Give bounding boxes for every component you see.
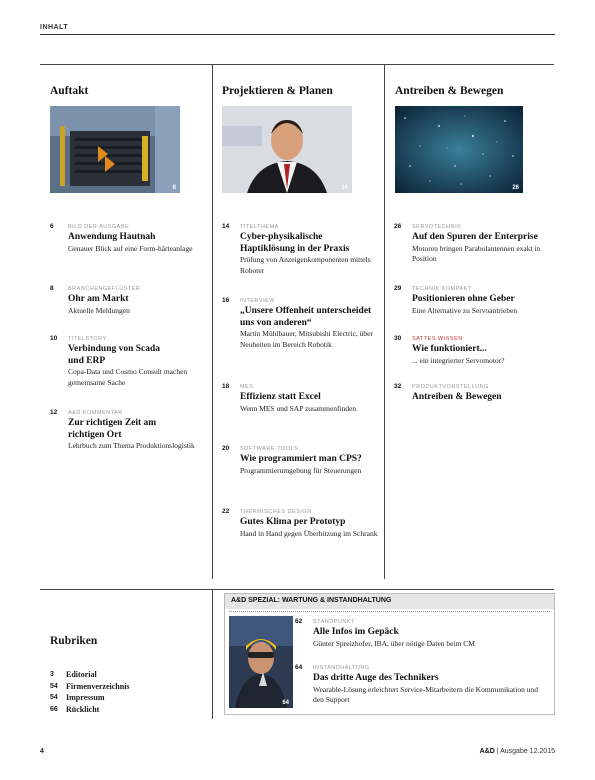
- toc-headline: Wie programmiert man CPS?: [240, 454, 362, 464]
- toc-headline: Verbindung von Scada und ERP: [68, 344, 161, 366]
- rubriken-label: Editorial: [66, 670, 97, 679]
- toc-description: Aktuelle Meldungen: [68, 305, 130, 315]
- column-divider-1: [212, 64, 213, 579]
- rubriken-label: Rücklicht: [66, 704, 100, 714]
- rubriken-item[interactable]: [50, 693, 130, 705]
- toc-page-number: 6: [50, 223, 54, 230]
- rubriken-page-number: 54: [50, 682, 58, 690]
- toc-entry[interactable]: [295, 618, 548, 649]
- toc-description: Prüfung von Anzeigenkomponenten mittels Roboter: [240, 255, 371, 275]
- content-top-rule: [40, 64, 554, 65]
- toc-page-number: 14: [222, 223, 230, 230]
- toc-entry[interactable]: [50, 335, 206, 388]
- toc-description: Lehrbuch zum Thema Produktionslogistik: [68, 441, 195, 450]
- toc-description: Programmierumgebung für Steuerungen: [240, 465, 362, 475]
- toc-category: TECHNIK KOMPAKT: [412, 286, 472, 292]
- portrait-illustration: [222, 106, 352, 193]
- toc-category: A&D KOMMENTAR: [68, 410, 123, 416]
- toc-entry[interactable]: [394, 223, 550, 265]
- column-title-auftakt: Auftakt: [50, 85, 89, 97]
- top-rule: [40, 34, 555, 35]
- starfield-photo[interactable]: [395, 106, 523, 193]
- toc-entry[interactable]: [394, 383, 550, 404]
- rubriken-item[interactable]: [50, 705, 130, 717]
- rubriken-label: Firmenverzeichnis: [66, 681, 130, 691]
- toc-category: INTERVIEW: [240, 298, 275, 304]
- toc-category: INSTANDHALTUNG: [313, 665, 370, 671]
- rubriken-page-number: 3: [50, 671, 54, 678]
- machine-photo[interactable]: [50, 106, 180, 193]
- toc-description: Hand in Hand gegen Überhitzung im Schrank: [240, 528, 378, 538]
- toc-entry[interactable]: [50, 223, 206, 254]
- toc-category: SATTES WISSEN: [412, 336, 463, 342]
- toc-page-number: 29: [394, 285, 402, 292]
- footer-issue-text: | Ausgabe 12.2015: [494, 748, 555, 755]
- toc-headline: Effizienz statt Excel: [240, 392, 321, 402]
- toc-headline: Anwendung Hautnah: [68, 232, 156, 242]
- toc-entry[interactable]: [222, 297, 378, 350]
- technician-illustration: [229, 616, 293, 708]
- toc-entry[interactable]: [50, 409, 206, 452]
- bottom-divider: [212, 589, 213, 719]
- toc-headline: Positionieren ohne Geber: [412, 294, 515, 304]
- toc-category: BILD DER AUSGABE: [68, 224, 130, 230]
- toc-page-number: 30: [394, 335, 402, 342]
- toc-category: SERVOTECHNIK: [412, 224, 462, 230]
- toc-page-number: 18: [222, 383, 230, 390]
- toc-page-number: 62: [295, 618, 303, 625]
- toc-page-number: 64: [295, 664, 303, 671]
- toc-description: Copa-Data und Cosmo Consult machen gemeinsame Sache: [68, 367, 188, 387]
- toc-headline: Auf den Spuren der Enterprise: [412, 232, 538, 242]
- toc-page-number: 16: [222, 297, 230, 304]
- spezial-dotted-rule: [229, 611, 550, 612]
- footer-brand: A&D: [479, 748, 495, 755]
- machine-illustration: [50, 106, 180, 193]
- column-title-projektieren: Projektieren & Planen: [222, 85, 333, 97]
- toc-entry[interactable]: [222, 445, 378, 476]
- toc-entry[interactable]: [222, 383, 378, 414]
- technician-photo[interactable]: [229, 616, 293, 708]
- photo-page-number: 6: [172, 185, 176, 191]
- toc-page-number: 8: [50, 285, 54, 292]
- rubriken-item[interactable]: [50, 670, 130, 682]
- toc-category: MES: [240, 384, 254, 390]
- rubriken-item[interactable]: [50, 682, 130, 694]
- toc-headline: Das dritte Auge des Technikers: [313, 673, 439, 683]
- column-title-antreiben: Antreiben & Bewegen: [395, 85, 504, 97]
- toc-category: THERMISCHES DESIGN: [240, 509, 312, 515]
- toc-headline: Cyber-physikalische Haptiklösung in der Praxis: [240, 232, 350, 254]
- toc-entry[interactable]: [222, 223, 378, 276]
- toc-category: SOFTWARE-TOOLS: [240, 446, 299, 452]
- photo-page-number: 26: [512, 185, 519, 191]
- toc-entry[interactable]: [222, 508, 378, 539]
- toc-description: Genauer Blick auf eine Form-härteanlage: [68, 243, 193, 253]
- bottom-section-rule: [40, 589, 554, 590]
- toc-description: Eine Alternative zu Servoantrieben: [412, 305, 518, 315]
- portrait-photo[interactable]: [222, 106, 352, 193]
- rubriken-list: [50, 670, 130, 716]
- footer-issue: [480, 748, 555, 755]
- toc-entry[interactable]: [50, 285, 206, 316]
- toc-description: Wearable-Lösung erleichtert Service-Mitarbeitern die Kommunikation und den Support: [313, 684, 538, 704]
- toc-category: STANDPUNKT: [313, 619, 355, 625]
- footer-page-number: 4: [40, 748, 44, 755]
- toc-page-number: 22: [222, 508, 230, 515]
- toc-headline: Alle Infos im Gepäck: [313, 627, 399, 637]
- toc-page-number: 32: [394, 383, 402, 390]
- rubriken-page-number: 54: [50, 694, 58, 701]
- column-divider-2: [384, 64, 385, 579]
- rubriken-page-number: 66: [50, 705, 58, 713]
- toc-description: Martin Mühlbauer, Mitsubishi Electric, über Neuheiten im Bereich Robotik: [240, 329, 374, 349]
- toc-page-number: 10: [50, 335, 58, 342]
- toc-entry[interactable]: [394, 285, 550, 316]
- toc-headline: Antreiben & Bewegen: [412, 392, 502, 402]
- rubriken-label: Impressum: [66, 693, 105, 702]
- toc-page-number: 26: [394, 223, 402, 230]
- photo-page-number: 64: [282, 700, 289, 706]
- toc-description: ... ein integrierter Servomotor?: [412, 355, 505, 365]
- toc-entry[interactable]: [394, 335, 550, 366]
- spezial-box: [224, 593, 555, 715]
- toc-entry[interactable]: [295, 664, 548, 706]
- toc-headline: Wie funktioniert...: [412, 344, 487, 354]
- toc-headline: „Unsere Offenheit unterscheidet uns von anderen“: [240, 306, 372, 328]
- toc-description: Günter Spreizhofer, IBA, über nötige Daten beim CM: [313, 638, 475, 648]
- toc-page-number: 12: [50, 409, 58, 416]
- starfield-illustration: [395, 106, 523, 193]
- toc-category: PRODUKTVORSTELLUNG: [412, 384, 489, 390]
- toc-category: TITELTHEMA: [240, 224, 279, 230]
- toc-page-number: 20: [222, 445, 230, 452]
- toc-category: TITELSTORY: [68, 336, 107, 342]
- photo-page-number: 16: [341, 185, 348, 191]
- spezial-title: A&D SPEZIAL: WARTUNG & INSTANDHALTUNG: [225, 594, 554, 609]
- toc-headline: Gutes Klima per Prototyp: [240, 517, 346, 527]
- toc-description: Motoren bringen Parabolantennen exakt in Position: [412, 243, 541, 263]
- section-label: INHALT: [40, 24, 69, 31]
- toc-category: BRANCHENGEFLÜSTER: [68, 286, 141, 292]
- toc-headline: Ohr am Markt: [68, 294, 129, 304]
- toc-description: Wenn MES und SAP zusammenfinden: [240, 403, 357, 413]
- rubriken-title: Rubriken: [50, 635, 98, 647]
- toc-headline: Zur richtigen Zeit am richtigen Ort: [68, 418, 157, 440]
